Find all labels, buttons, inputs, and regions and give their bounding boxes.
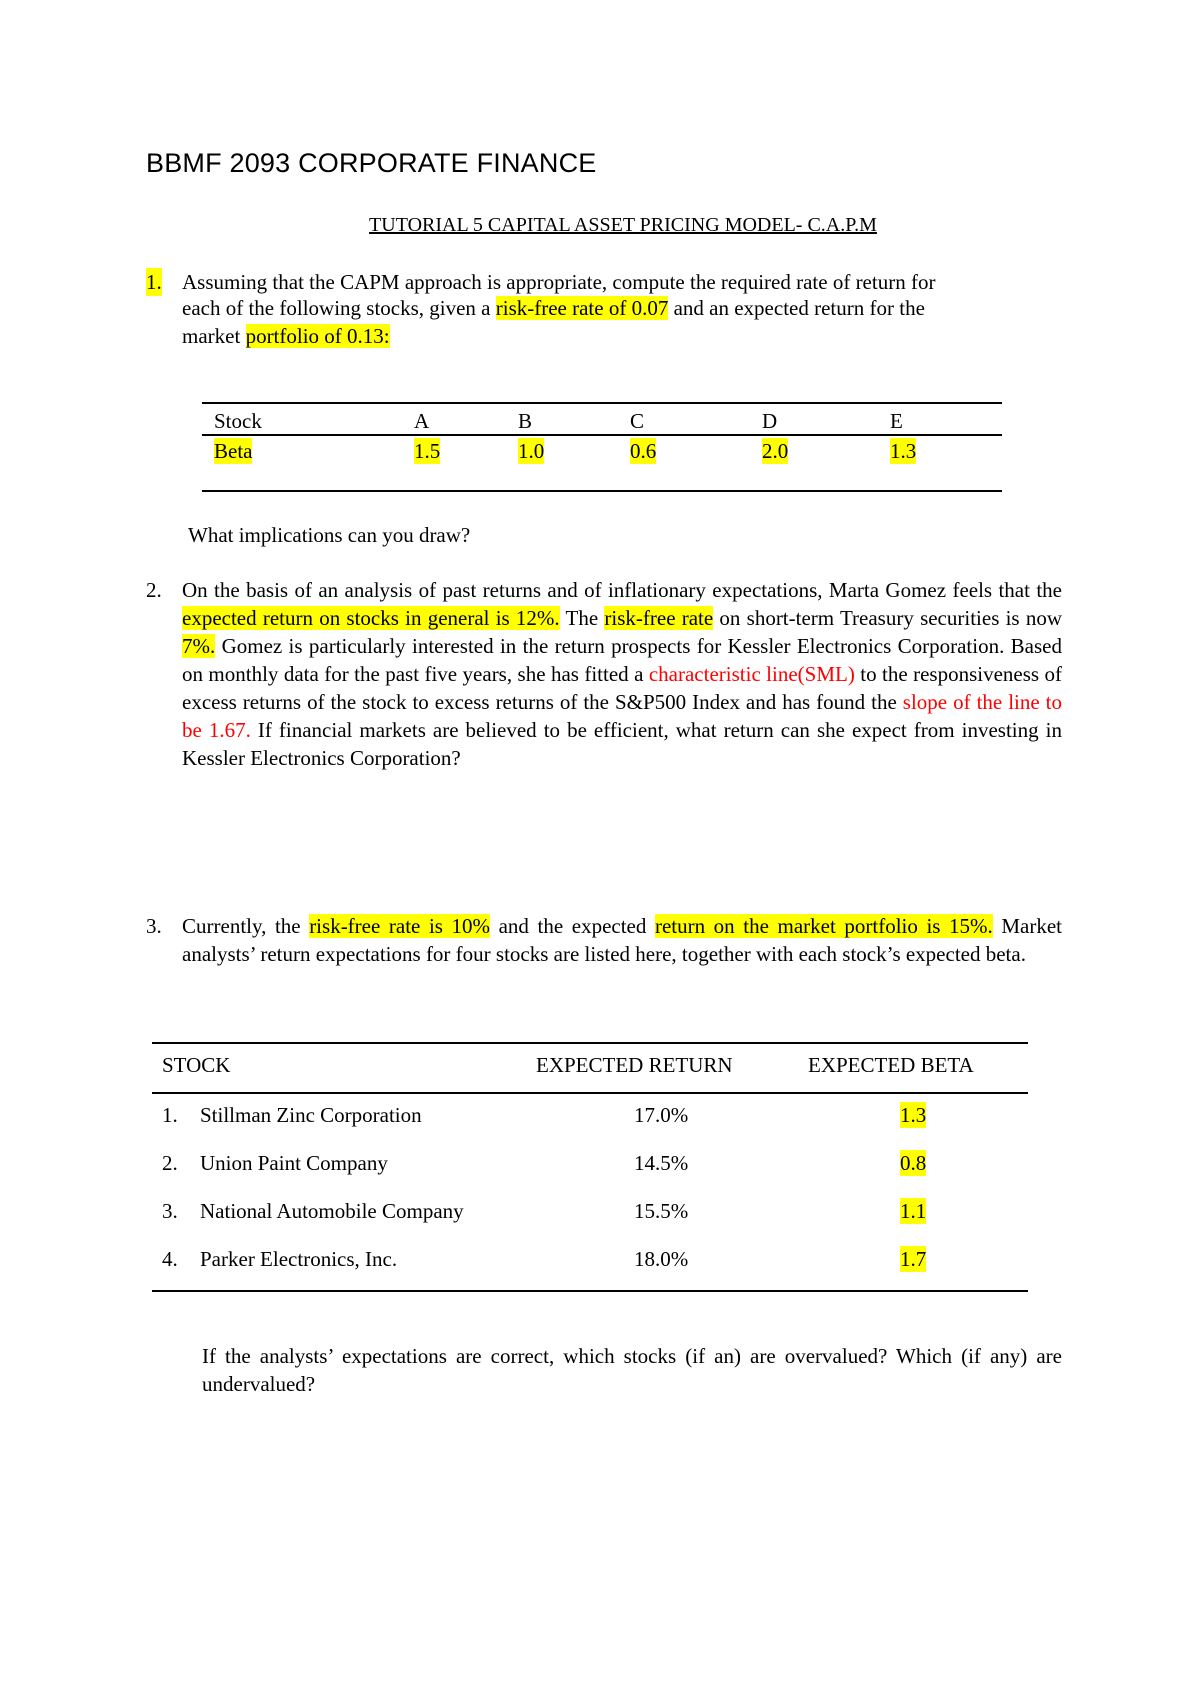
table-header-stock: Stock xyxy=(214,409,262,433)
table-row-num: 2. xyxy=(162,1151,178,1175)
table-row-num: 4. xyxy=(162,1247,178,1271)
table-cell-beta-c: 0.6 xyxy=(630,439,657,463)
q2-s1: On the basis of an analysis of past returns and of inflationary expectations, Marta Gomez feels that the xyxy=(182,578,1062,602)
q3-s1: Currently, the xyxy=(182,914,310,938)
table-header-b: B xyxy=(518,409,533,433)
q3-riskfree-highlight: risk-free rate is 10% xyxy=(309,914,491,938)
q2-number: 2. xyxy=(146,578,162,602)
q2-s5: on short-term Treasury securities is now xyxy=(713,606,1062,630)
table-header-stock: STOCK xyxy=(162,1053,231,1077)
table-cell-beta-b: 1.0 xyxy=(518,439,545,463)
table-row-stock: Union Paint Company xyxy=(200,1151,388,1175)
q3-text xyxy=(182,912,1062,968)
table-row-return: 18.0% xyxy=(634,1247,689,1271)
document-subtitle: TUTORIAL 5 CAPITAL ASSET PRICING MODEL- C.A.P.M xyxy=(369,214,877,236)
table-row-return: 15.5% xyxy=(634,1199,689,1223)
q2-s11: If financial markets are believed to be efficient, what return can she expect from investing in Kessler Electronics Corporation? xyxy=(182,718,1062,770)
table-rule-bottom xyxy=(152,1290,1028,1292)
table-row-beta: 1.7 xyxy=(900,1247,927,1271)
table-cell-beta-e: 1.3 xyxy=(890,439,917,463)
q2-characteristic-line: characteristic line(SML) xyxy=(648,662,855,686)
table-rule-mid xyxy=(202,434,1002,436)
q1-line-1: Assuming that the CAPM approach is appropriate, compute the required rate of return for xyxy=(182,270,936,294)
table-header-d: D xyxy=(762,409,778,433)
table-row-beta: 1.1 xyxy=(900,1199,927,1223)
q3-number: 3. xyxy=(146,914,162,938)
table-rule-bottom xyxy=(202,490,1002,492)
q2-text xyxy=(182,576,1062,772)
q1-followup: What implications can you draw? xyxy=(188,523,471,547)
q2-s7: Gomez is particularly interested in the return prospects for Kessler Electronics Corporation. Based on monthly data for the past five years, she has fitted a xyxy=(182,634,1062,686)
q1-portfolio-highlight: portfolio of 0.13: xyxy=(245,324,390,348)
table-header-a: A xyxy=(414,409,430,433)
table-header-e: E xyxy=(890,409,903,433)
table-row-return: 14.5% xyxy=(634,1151,689,1175)
table-row-num: 3. xyxy=(162,1199,178,1223)
table-row-num: 1. xyxy=(162,1103,178,1127)
table-row-stock: National Automobile Company xyxy=(200,1199,464,1223)
table-row-stock: Stillman Zinc Corporation xyxy=(200,1103,422,1127)
q1-line-3a: market xyxy=(182,324,246,348)
table-rule-mid xyxy=(152,1092,1028,1094)
q1-number: 1. xyxy=(146,270,162,294)
table-cell-beta-a: 1.5 xyxy=(414,439,441,463)
q2-riskfree-highlight: risk-free rate xyxy=(604,606,714,630)
q1-line-2a: each of the following stocks, given a xyxy=(182,296,496,320)
q3-followup: If the analysts’ expectations are correct, which stocks (if an) are overvalued? Which (if any) are undervalued? xyxy=(202,1344,1062,1396)
table-row-stock: Parker Electronics, Inc. xyxy=(200,1247,398,1271)
q2-expected-return-highlight: expected return on stocks in general is 12%. xyxy=(182,606,560,630)
q1-riskfree-highlight: risk-free rate of 0.07 xyxy=(495,296,669,320)
table-row-beta: 0.8 xyxy=(900,1151,927,1175)
table-header-expected-beta: EXPECTED BETA xyxy=(808,1053,974,1077)
table-row-return: 17.0% xyxy=(634,1103,689,1127)
q3-market-return-highlight: return on the market portfolio is 15%. xyxy=(654,914,993,938)
q3-s3: and the expected xyxy=(490,914,655,938)
q1-line-2 xyxy=(182,294,925,322)
q2-rate-highlight: 7%. xyxy=(182,634,216,658)
table-rule-top xyxy=(152,1042,1028,1044)
table-header-expected-return: EXPECTED RETURN xyxy=(536,1053,733,1077)
q3-s5: Market analysts’ return expectations for four stocks are listed here, together with each stock’s expected beta. xyxy=(182,914,1063,966)
q1-line-2c: and an expected return for the xyxy=(668,296,925,320)
document-title: BBMF 2093 CORPORATE FINANCE xyxy=(146,148,597,178)
q2-slope: slope of the line to be 1.67. xyxy=(182,690,1063,742)
table-header-c: C xyxy=(630,409,645,433)
q1-line-3 xyxy=(182,322,390,350)
table-cell-beta-d: 2.0 xyxy=(762,439,789,463)
q2-s3: The xyxy=(559,606,605,630)
q2-s9: to the responsiveness of excess returns of the stock to excess returns of the S&P500 Index and has found the xyxy=(182,662,1062,714)
table-rule-top xyxy=(202,402,1002,404)
table-row-beta: 1.3 xyxy=(900,1103,927,1127)
table-row-beta-label: Beta xyxy=(214,439,253,463)
